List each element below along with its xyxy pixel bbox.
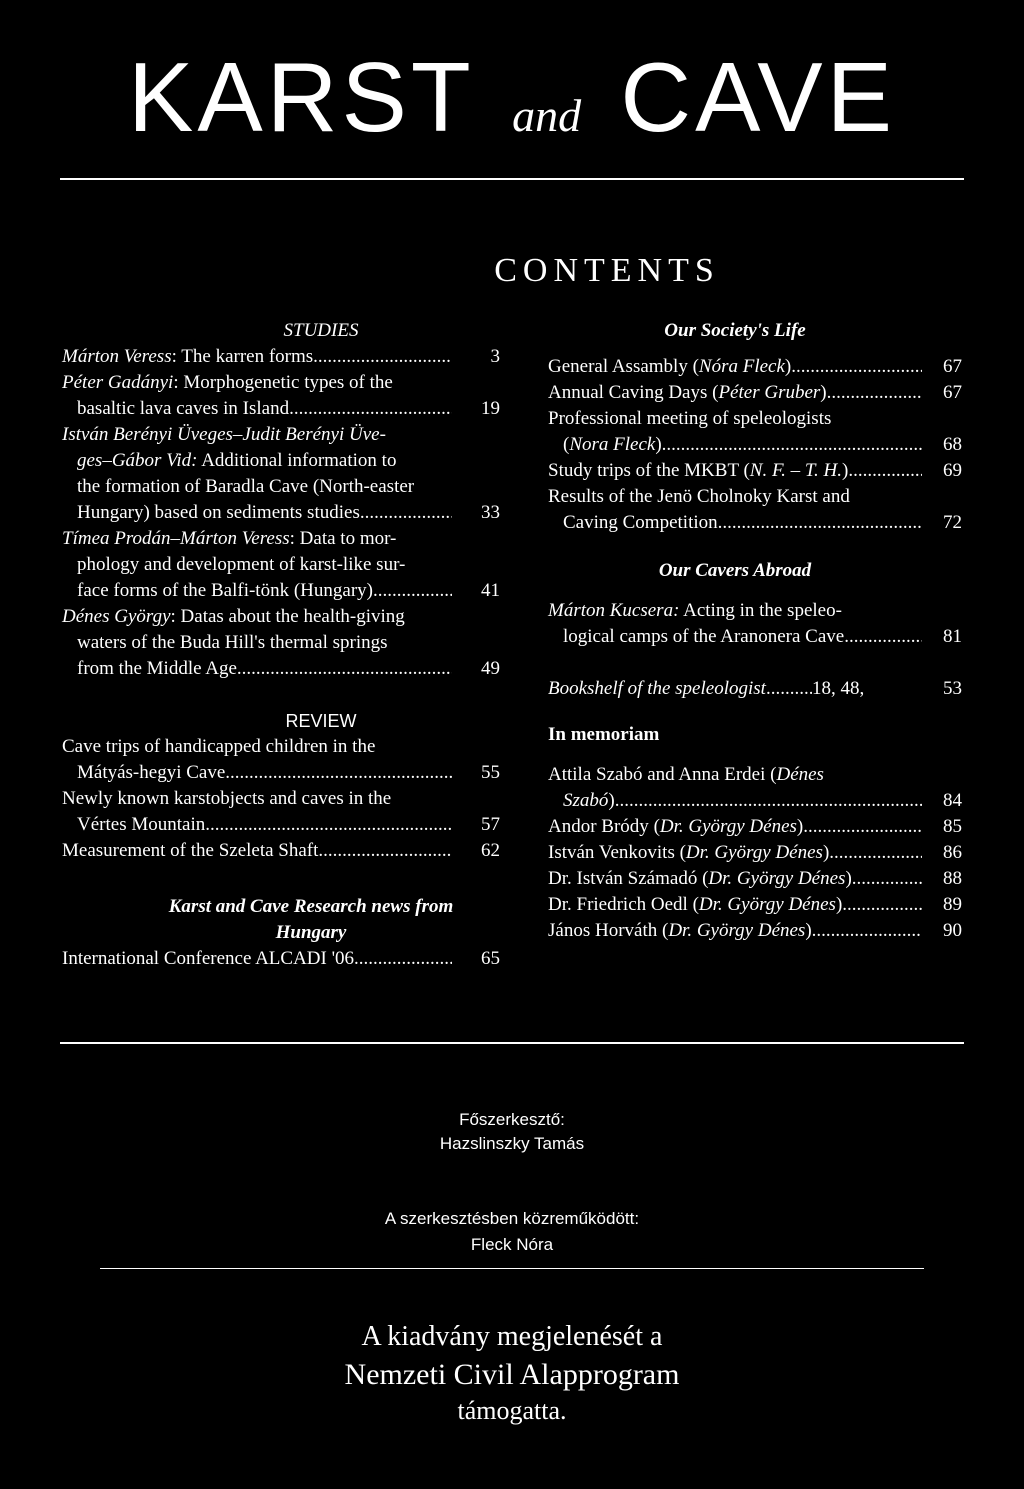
support-block — [0, 1318, 1024, 1428]
toc-entry[interactable]: Dr. Friedrich Oedl (Dr. György Dénes) ..... 89 — [548, 892, 962, 918]
toc-entry[interactable]: Dénes György: Datas about the health-giving waters of the Buda Hill's thermal springs from the Middle Age ..... 49 — [62, 604, 500, 682]
toc-entry[interactable]: Cave trips of handicapped children in the Mátyás-hegyi Cave ..... 55 — [62, 734, 500, 786]
toc-entry[interactable]: Attila Szabó and Anna Erdei (Dénes Szabó) ..... 84 — [548, 762, 962, 814]
toc-entry[interactable]: Results of the Jenö Cholnoky Karst and Caving Competition ..... 72 — [548, 484, 962, 536]
abroad-heading: Our Cavers Abroad — [658, 560, 812, 581]
editor-block — [0, 1108, 1024, 1156]
toc-entry[interactable]: Bookshelf of the speleologist ..... 18, 48, 53 — [548, 676, 962, 702]
toc-entry[interactable]: Márton Kucsera: Acting in the speleo- logical camps of the Aranonera Cave ..... 81 — [548, 598, 962, 650]
toc-entry[interactable]: István Berényi Üveges–Judit Berényi Üve- ges–Gábor Vid: Additional information to the formation of Baradla Cave (North-easter Hungary) based on sediments studies ..... 33 — [62, 422, 500, 526]
toc-entry[interactable]: István Venkovits (Dr. György Dénes) ..... 86 — [548, 840, 962, 866]
news-heading: Karst and Cave Research news from Hungary — [168, 896, 454, 943]
toc-entry[interactable]: Annual Caving Days (Péter Gruber) ..... 67 — [548, 380, 962, 406]
coop-name: Fleck Nóra — [470, 1235, 554, 1254]
support-line-2: Nemzeti Civil Alapprogram — [344, 1358, 680, 1391]
toc-entry[interactable]: Newly known karstobjects and caves in the Vértes Mountain ..... 57 — [62, 786, 500, 838]
title-divider — [60, 178, 964, 180]
right-column — [548, 318, 962, 944]
toc-entry[interactable]: General Assambly (Nóra Fleck) ..... 67 — [548, 354, 962, 380]
toc-entry[interactable]: Péter Gadányi: Morphogenetic types of the basaltic lava caves in Island ..... 19 — [62, 370, 500, 422]
footer-divider — [60, 1042, 964, 1044]
memoriam-heading: In memoriam — [548, 724, 660, 745]
toc-entry[interactable]: Andor Bródy (Dr. György Dénes) ..... 85 — [548, 814, 962, 840]
toc-entry[interactable]: Tímea Prodán–Márton Veress: Data to mor- phology and development of karst-like sur- face forms of the Balfi-tönk (Hungary) ..... 41 — [62, 526, 500, 604]
journal-title: KARST and CAVE — [127, 42, 897, 152]
left-column — [62, 318, 500, 972]
toc-entry[interactable]: Measurement of the Szeleta Shaft ..... 62 — [62, 838, 500, 864]
support-line-1: A kiadvány megjelenését a — [361, 1321, 663, 1352]
editor-name: Hazslinszky Tamás — [439, 1134, 585, 1153]
society-heading: Our Society's Life — [664, 320, 806, 341]
contents-heading: CONTENTS — [494, 252, 720, 289]
toc-entry[interactable]: Study trips of the MKBT (N. F. – T. H.) ..... 69 — [548, 458, 962, 484]
toc-entry[interactable]: Professional meeting of speleologists (Nora Fleck) ..... 68 — [548, 406, 962, 458]
coop-block — [0, 1206, 1024, 1258]
toc-entry[interactable]: János Horváth (Dr. György Dénes) ..... 90 — [548, 918, 962, 944]
support-divider — [100, 1268, 924, 1269]
coop-label: A szerkesztésben közreműködött: — [384, 1209, 640, 1228]
toc-entry[interactable]: International Conference ALCADI '06 ..... 65 — [62, 946, 500, 972]
editor-label: Főszerkesztő: — [459, 1110, 565, 1129]
toc-entry[interactable]: Márton Veress: The karren forms ..... 3 — [62, 344, 500, 370]
support-line-3: támogatta. — [457, 1396, 567, 1425]
review-heading: REVIEW — [285, 711, 357, 731]
toc-entry[interactable]: Dr. István Számadó (Dr. György Dénes) ..... 88 — [548, 866, 962, 892]
studies-heading: STUDIES — [283, 320, 359, 341]
